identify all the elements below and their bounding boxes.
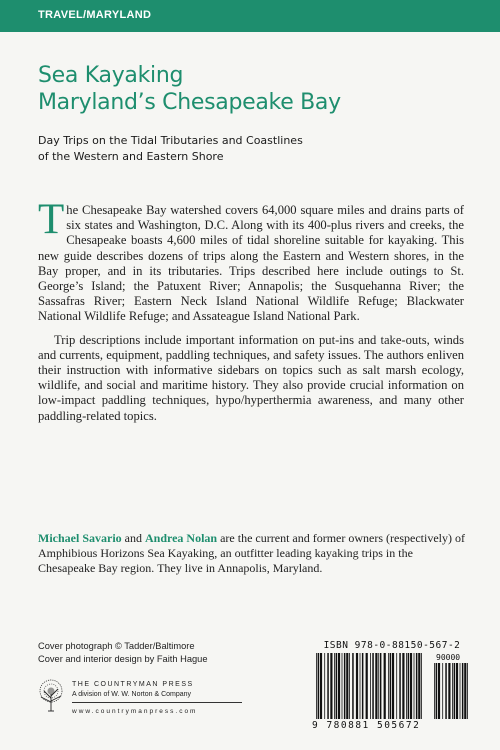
publisher-url: www.countrymanpress.com [72, 708, 198, 715]
barcode-bar [356, 653, 358, 719]
author-bio [38, 531, 468, 577]
barcode-bar [316, 653, 317, 719]
publisher-logo [36, 678, 236, 724]
barcode-bar [438, 663, 440, 719]
publisher-name: THE COUNTRYMAN PRESS [72, 681, 194, 688]
author-bio-text: are the current and former owners (respectively) of Amphibious Horizons Sea Kayaking, an outfitter leading kayaking trips in the Chesapeake Bay region. They live in Annapolis, Maryland. [38, 531, 465, 576]
barcode-bar [460, 663, 461, 719]
description-paragraph-2: Trip descriptions include important information on put-ins and take-outs, winds and currents, equipment, paddling techniques, and safety issues. The authors enliven their instruction with informative sidebars on topics such as salt marsh ecology, wildlife, and social and maritime history. They also provide crucial information on low-impact paddling techniques, hypo/hyperthermia awareness, and many other paddling-related topics. [38, 332, 464, 423]
barcode-bar [352, 653, 354, 719]
barcode-bar [390, 653, 392, 719]
design-credit: Cover and interior design by Faith Hague [38, 654, 208, 664]
tree-icon [36, 678, 66, 712]
category-label: TRAVEL/MARYLAND [38, 9, 152, 21]
barcode-bar [434, 663, 435, 719]
barcode-bar [418, 653, 420, 719]
barcode-bar [336, 653, 338, 719]
barcode-bar [349, 653, 350, 719]
category-band [0, 0, 500, 32]
barcode-bar [338, 653, 340, 719]
barcode-bar [330, 653, 332, 719]
barcode-bar [436, 663, 438, 719]
barcode-bar [414, 653, 415, 719]
subtitle-line-2: of the Western and Eastern Shore [38, 150, 224, 163]
barcode-bar [380, 653, 382, 719]
description-paragraph-1 [38, 196, 464, 325]
isbn-label: ISBN 978-0-88150-567-2 [323, 640, 461, 651]
barcode-bar [372, 653, 374, 719]
barcode-bar [342, 653, 343, 719]
barcode-bar [384, 653, 386, 719]
cover-credits [38, 640, 278, 666]
barcode-bar [406, 653, 407, 719]
barcode-bar [346, 653, 348, 719]
book-description [38, 196, 464, 424]
barcode-bar [392, 653, 394, 719]
barcode-bar [462, 663, 464, 719]
barcode-bar [320, 653, 322, 719]
publisher-text [72, 680, 242, 703]
barcode-bar [318, 653, 320, 719]
author-name-1: Michael Savario [38, 531, 122, 545]
barcode-bar [452, 663, 453, 719]
subtitle-line-1: Day Trips on the Tidal Tributaries and Coastlines [38, 134, 303, 147]
description-paragraph-1-text: he Chesapeake Bay watershed covers 64,000 square miles and drains parts of six states and Washington, D.C. Along with its 400-plus rivers and creeks, the Chesapeake boasts 4,600 miles of tidal shoreline suitable for kayaking. This new guide describes dozens of trips along the Eastern and Western shores, in the Bay proper, and in its tributaries. Trips described here include outings to St. George’s Island; the Patuxent River; Annapolis; the Susquehanna River; the Sassafras River; Eastern Neck Island National Wildlife Refuge; Blackwater National Wildlife Refuge; and Assateague Island National Park. [38, 203, 464, 324]
barcode-bar [454, 663, 456, 719]
barcode-bar [402, 653, 404, 719]
barcode-bar [388, 653, 389, 719]
barcode-icon [312, 653, 472, 721]
barcode-bar [360, 653, 361, 719]
barcode-bar [421, 653, 422, 719]
barcode-bar [362, 653, 364, 719]
drop-cap: T [38, 196, 65, 243]
barcode-bar [344, 653, 346, 719]
barcode-bar [448, 663, 450, 719]
barcode-bar [399, 653, 401, 719]
barcode-block [312, 640, 472, 732]
barcode-bar [324, 653, 325, 719]
barcode-bar [334, 653, 335, 719]
book-title [38, 62, 478, 116]
barcode-bar [445, 663, 447, 719]
title-line-2: Maryland’s Chesapeake Bay [38, 90, 341, 115]
author-conjunction: and [121, 531, 145, 545]
author-name-2: Andrea Nolan [144, 531, 218, 545]
barcode-bar [456, 663, 458, 719]
title-line-1: Sea Kayaking [38, 63, 184, 88]
barcode-bar [396, 653, 397, 719]
barcode-bar [375, 653, 377, 719]
barcode-bar [366, 653, 368, 719]
ean-digits: 9 780881 505672 [312, 720, 421, 731]
barcode-bar [467, 663, 468, 719]
photo-credit: Cover photograph © Tadder/Baltimore [38, 641, 195, 651]
publisher-division: A division of W. W. Norton & Company [72, 690, 242, 703]
barcode-bar [416, 653, 418, 719]
barcode-bar [442, 663, 443, 719]
barcode-bar [408, 653, 410, 719]
barcode-bar [370, 653, 371, 719]
barcode-bar [410, 653, 412, 719]
price-code: 90000 [436, 653, 461, 662]
barcode-bar [464, 663, 466, 719]
book-subtitle [38, 133, 458, 165]
barcode-bar [327, 653, 329, 719]
barcode-bar [378, 653, 379, 719]
